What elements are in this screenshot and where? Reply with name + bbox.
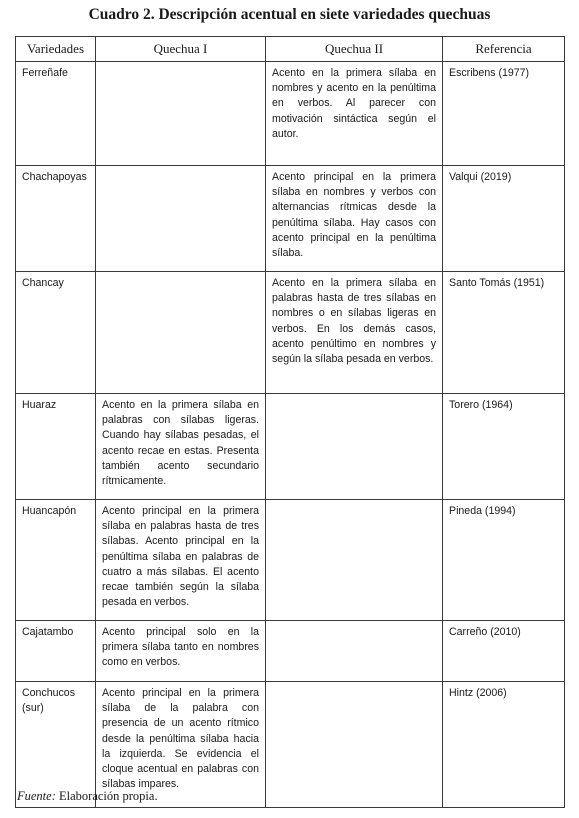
cell-quechua-ii	[266, 621, 443, 682]
header-quechua-ii: Quechua II	[266, 37, 443, 62]
cell-referencia: Pineda (1994)	[443, 500, 565, 621]
header-quechua-i: Quechua I	[96, 37, 266, 62]
cell-referencia: Escribens (1977)	[443, 62, 565, 166]
cell-variedad: Chancay	[16, 272, 96, 394]
cell-referencia: Santo Tomás (1951)	[443, 272, 565, 394]
cell-quechua-ii	[266, 500, 443, 621]
cell-quechua-i	[96, 166, 266, 272]
source-footnote	[17, 789, 158, 804]
cell-variedad: Cajatambo	[16, 621, 96, 682]
table-row	[16, 62, 565, 166]
header-variedades: Variedades	[16, 37, 96, 62]
cell-referencia: Hintz (2006)	[443, 682, 565, 808]
cell-variedad: Huancapón	[16, 500, 96, 621]
table-row	[16, 621, 565, 682]
cell-variedad: Chachapoyas	[16, 166, 96, 272]
cell-referencia: Torero (1964)	[443, 394, 565, 500]
cell-quechua-i: Acento principal en la primera sílaba de la palabra con presencia de un acento rítmico desde la penúltima sílaba hacia la izquierda. Se evidencia el cloque acentual en palabras con sílabas impares.	[96, 682, 266, 808]
cell-variedad: Huaraz	[16, 394, 96, 500]
cell-quechua-i: Acento principal solo en la primera sílaba tanto en nombres como en verbos.	[96, 621, 266, 682]
cell-quechua-ii: Acento en la primera sílaba en palabras hasta de tres sílabas en nombres o en sílabas ligeras en verbos. En los demás casos, acento penúltimo en nombres y según la sílaba pesada en verbos.	[266, 272, 443, 394]
table-row	[16, 166, 565, 272]
cell-referencia: Valqui (2019)	[443, 166, 565, 272]
cell-quechua-i: Acento principal en la primera sílaba en palabras hasta de tres sílabas. Acento principal en la penúltima sílaba en palabras de cuatro a más sílabas. El acento recae también según la sílaba pesada en verbos.	[96, 500, 266, 621]
footnote-text: Elaboración propia.	[59, 789, 158, 803]
cell-quechua-ii: Acento en la primera sílaba en nombres y acento en la penúltima en verbos. Al parecer con motivación sintáctica según el autor.	[266, 62, 443, 166]
cell-referencia: Carreño (2010)	[443, 621, 565, 682]
cell-quechua-i	[96, 62, 266, 166]
table-row	[16, 500, 565, 621]
cell-quechua-i	[96, 272, 266, 394]
cell-quechua-ii	[266, 682, 443, 808]
cell-quechua-ii: Acento principal en la primera sílaba en nombres y verbos con alternancias rítmicas desde la penúltima sílaba. Hay casos con acento principal en la penúltima sílaba.	[266, 166, 443, 272]
cell-variedad: Ferreñafe	[16, 62, 96, 166]
cell-quechua-ii	[266, 394, 443, 500]
stress-description-table	[15, 36, 565, 808]
cell-quechua-i: Acento en la primera sílaba en palabras con sílabas ligeras. Cuando hay sílabas pesadas, el acento recae en estas. Presenta también acento secundario rítmicamente.	[96, 394, 266, 500]
cell-variedad: Conchucos (sur)	[16, 682, 96, 808]
header-row	[16, 37, 565, 62]
header-referencia: Referencia	[443, 37, 565, 62]
footnote-label: Fuente:	[17, 789, 56, 803]
table-row	[16, 272, 565, 394]
table-caption: Cuadro 2. Descripción acentual en siete variedades quechuas	[88, 6, 491, 23]
table-row	[16, 394, 565, 500]
